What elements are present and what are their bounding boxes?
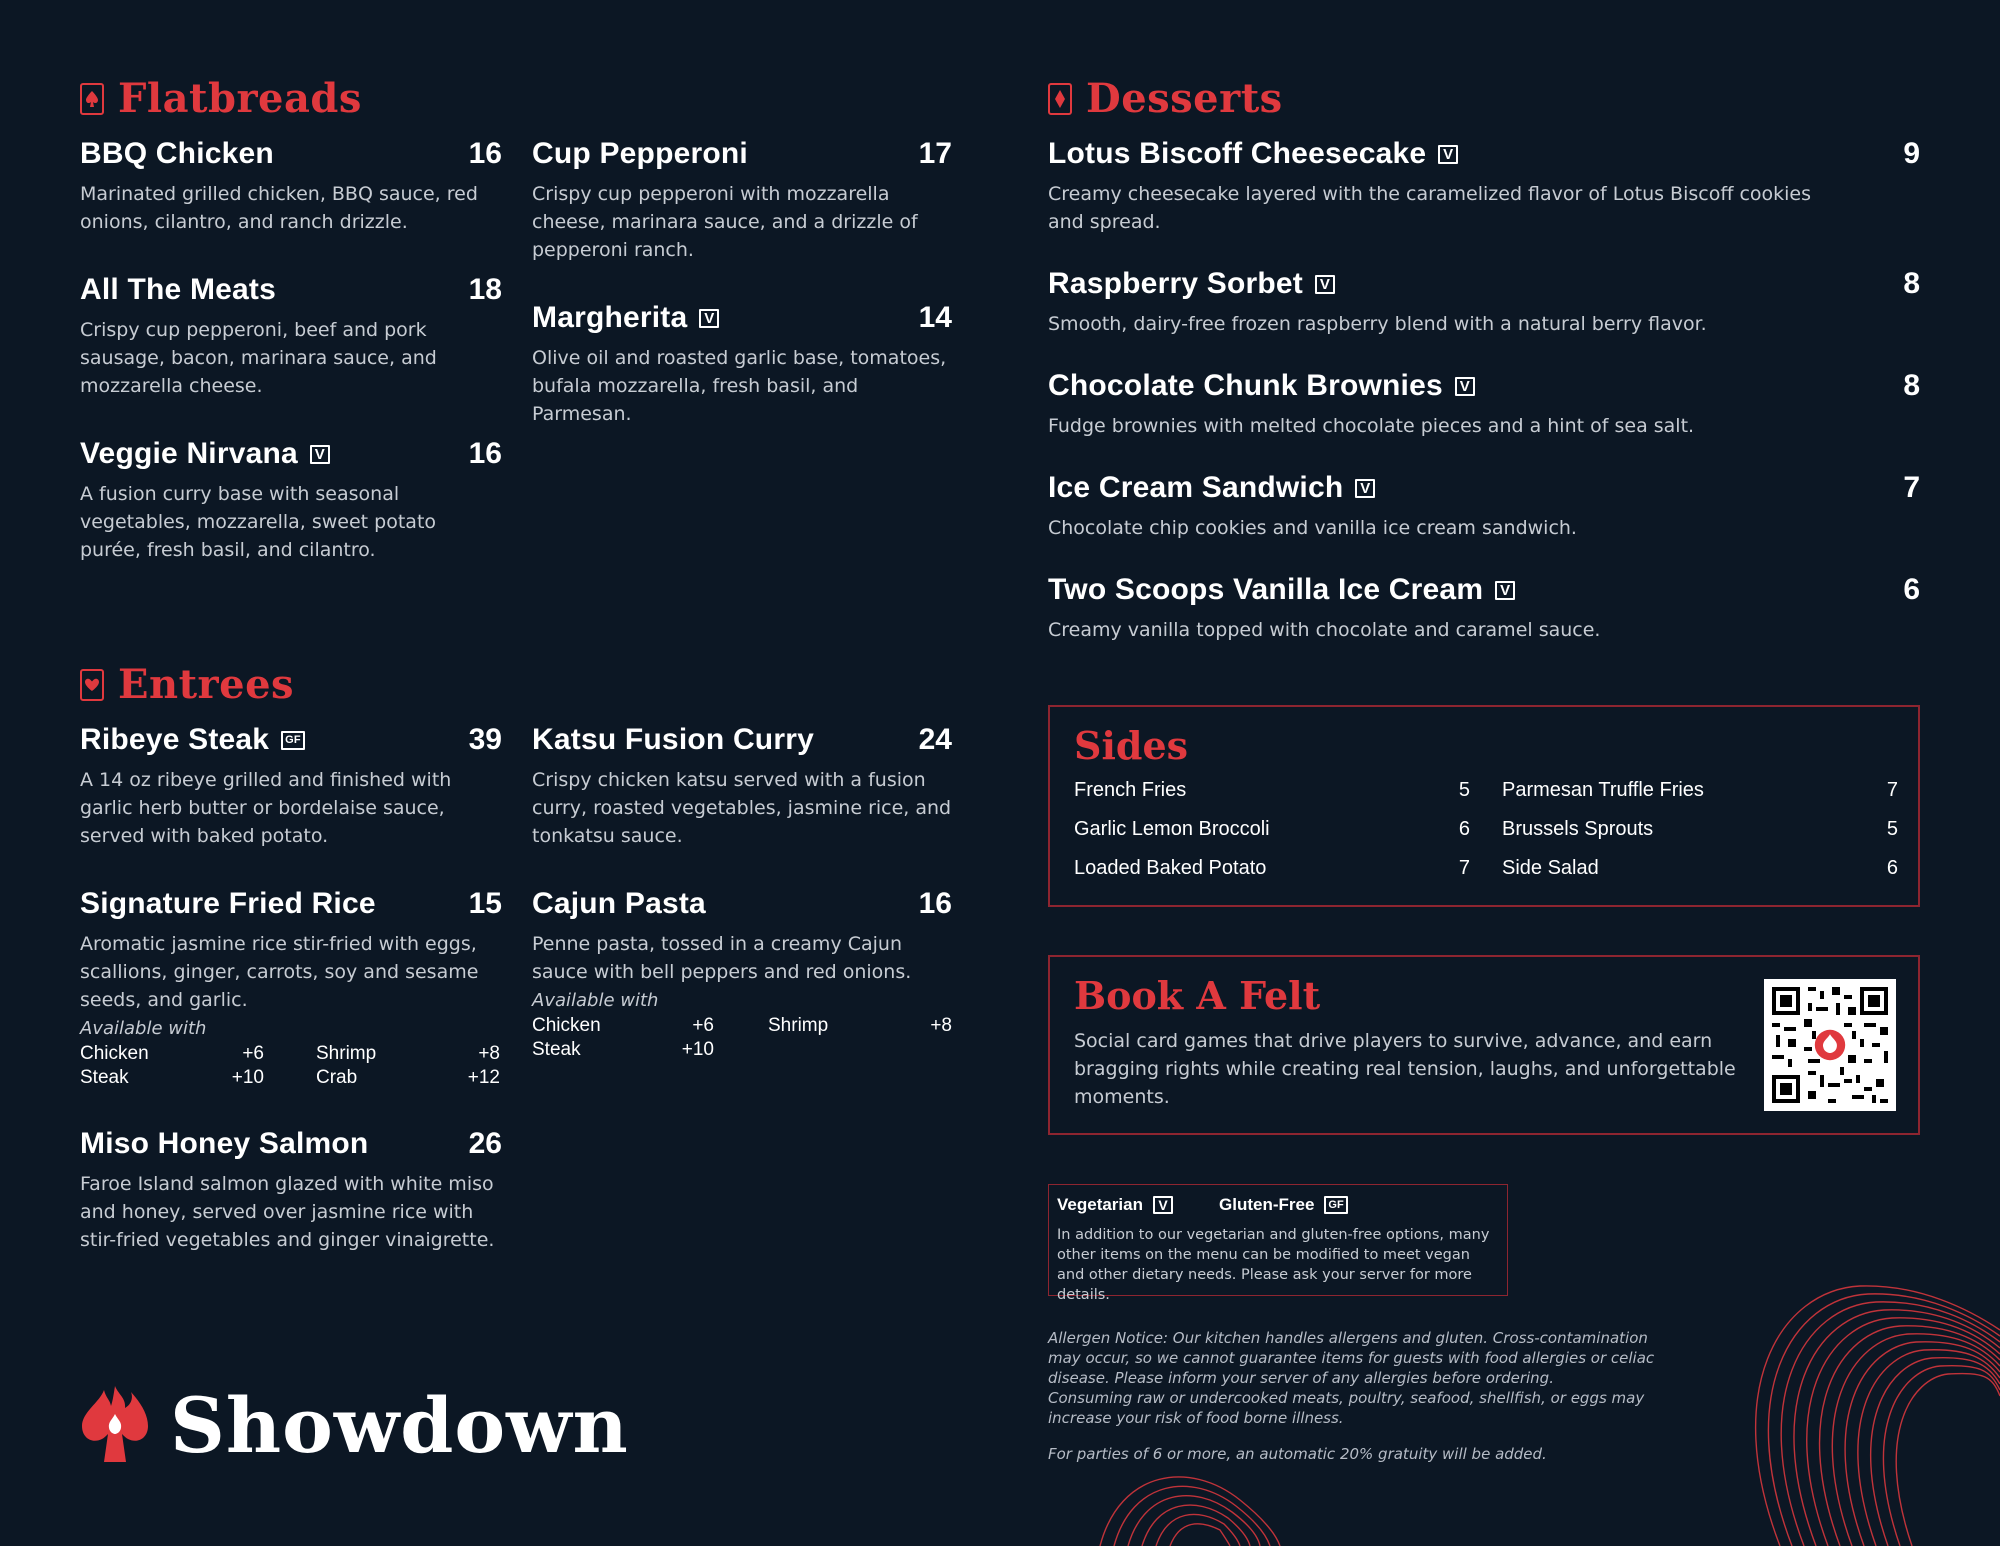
item-name: Cajun Pasta xyxy=(532,887,706,920)
flaming-spade-icon xyxy=(80,1384,150,1466)
vegetarian-badge: V xyxy=(1438,145,1458,164)
menu-item xyxy=(1048,262,1920,338)
entrees-title: Entrees xyxy=(118,661,295,708)
item-name: All The Meats xyxy=(80,273,276,306)
item-name: Signature Fried Rice xyxy=(80,887,376,920)
menu-item xyxy=(1048,568,1920,644)
option-price: +10 xyxy=(681,1039,714,1060)
side-name: Brussels Sprouts xyxy=(1502,818,1654,840)
raw-food-notice: Consuming raw or undercooked meats, poultry, seafood, shellfish, or eggs may increase your risk of food borne illness. xyxy=(1048,1389,1645,1427)
menu-item xyxy=(80,268,532,400)
menu-item xyxy=(1048,364,1920,440)
vegetarian-badge: V xyxy=(1355,479,1375,498)
menu-item xyxy=(532,718,952,850)
book-a-felt-description: Social card games that drive players to survive, advance, and earn bragging rights while creating real tension, laughs, and unforgettable moments. xyxy=(1074,1030,1736,1108)
item-price: 18 xyxy=(468,273,502,306)
legend-row xyxy=(1057,1195,1499,1215)
item-name: Ribeye Steak xyxy=(80,723,270,756)
entrees-header xyxy=(80,660,952,710)
item-price: 15 xyxy=(468,887,502,920)
item-name: Miso Honey Salmon xyxy=(80,1127,369,1160)
side-item xyxy=(1502,771,1898,810)
entrees-section xyxy=(80,660,952,1286)
item-description: Marinated grilled chicken, BBQ sauce, red onions, cilantro, and ranch drizzle. xyxy=(80,183,478,233)
desserts-header xyxy=(1048,74,1920,124)
side-price: 6 xyxy=(1458,818,1470,840)
dietary-note: In addition to our vegetarian and gluten-free options, many other items on the menu can be modified to meet vegan and other dietary needs. Please ask your server for more details. xyxy=(1057,1227,1490,1303)
menu-item xyxy=(1048,132,1920,236)
menu-item xyxy=(532,132,952,264)
menu-item xyxy=(80,882,532,1090)
side-price: 7 xyxy=(1458,857,1470,879)
side-name: Side Salad xyxy=(1502,857,1599,879)
item-description: Creamy vanilla topped with chocolate and caramel sauce. xyxy=(1048,619,1601,641)
option-price: +8 xyxy=(930,1015,952,1036)
item-description: Smooth, dairy-free frozen raspberry blend with a natural berry flavor. xyxy=(1048,313,1707,335)
side-name: Parmesan Truffle Fries xyxy=(1502,779,1704,801)
item-price: 16 xyxy=(918,887,952,920)
item-description: Chocolate chip cookies and vanilla ice cream sandwich. xyxy=(1048,517,1577,539)
item-price: 39 xyxy=(468,723,502,756)
vegetarian-badge: V xyxy=(1455,377,1475,396)
flatbreads-section xyxy=(80,74,952,596)
item-price: 8 xyxy=(1903,369,1920,402)
vegetarian-badge: V xyxy=(310,445,330,464)
option-name: Steak xyxy=(80,1067,129,1088)
vegetarian-label: Vegetarian xyxy=(1057,1195,1143,1214)
item-description: Crispy cup pepperoni, beef and pork sausage, bacon, marinara sauce, and mozzarella cheese. xyxy=(80,319,437,397)
item-description: Crispy chicken katsu served with a fusion curry, roasted vegetables, jasmine rice, and tonkatsu sauce. xyxy=(532,769,952,847)
item-description: Olive oil and roasted garlic base, tomatoes, bufala mozzarella, fresh basil, and Parmesan. xyxy=(532,347,947,425)
item-name: Raspberry Sorbet xyxy=(1048,267,1303,300)
item-price: 17 xyxy=(918,137,952,170)
gratuity-notice: For parties of 6 or more, an automatic 20% gratuity will be added. xyxy=(1048,1445,1547,1463)
desserts-title: Desserts xyxy=(1086,75,1283,122)
item-price: 9 xyxy=(1903,137,1920,170)
menu-item xyxy=(80,432,532,564)
book-a-felt-box xyxy=(1048,955,1920,1135)
menu-item xyxy=(532,296,952,428)
item-name: Chocolate Chunk Brownies xyxy=(1048,369,1443,402)
book-a-felt-title: Book A Felt xyxy=(1074,973,1321,1018)
item-description: Aromatic jasmine rice stir-fried with eggs, scallions, ginger, carrots, soy and sesame seeds, and garlic. xyxy=(80,933,479,1011)
item-description: A 14 oz ribeye grilled and finished with garlic herb butter or bordelaise sauce, served with baked potato. xyxy=(80,769,452,847)
vegetarian-badge: V xyxy=(699,309,719,328)
item-price: 6 xyxy=(1903,573,1920,606)
item-description: Faroe Island salmon glazed with white miso and honey, served over jasmine rice with stir-fried vegetables and ginger vinaigrette. xyxy=(80,1173,495,1251)
item-description: A fusion curry base with seasonal vegetables, mozzarella, sweet potato purée, fresh basil, and cilantro. xyxy=(80,483,437,561)
item-name: Veggie Nirvana xyxy=(80,437,298,470)
item-price: 24 xyxy=(918,723,952,756)
gluten-free-badge: GF xyxy=(1324,1196,1347,1214)
flatbreads-title: Flatbreads xyxy=(118,75,362,122)
vegetarian-badge: V xyxy=(1153,1196,1173,1214)
available-with-label: Available with xyxy=(80,1018,207,1039)
gluten-free-label: Gluten-Free xyxy=(1219,1195,1315,1214)
item-name: BBQ Chicken xyxy=(80,137,274,170)
side-item xyxy=(1074,771,1470,810)
menu-item xyxy=(80,718,532,850)
side-name: French Fries xyxy=(1074,779,1187,801)
sides-title: Sides xyxy=(1074,723,1189,768)
heart-icon xyxy=(80,669,104,701)
side-name: Garlic Lemon Broccoli xyxy=(1074,818,1270,840)
side-price: 5 xyxy=(1458,779,1470,801)
sides-box xyxy=(1048,705,1920,907)
menu-item xyxy=(80,132,532,236)
item-price: 7 xyxy=(1903,471,1920,504)
gluten-free-badge: GF xyxy=(281,731,305,750)
option-name: Shrimp xyxy=(768,1015,829,1036)
add-on-options xyxy=(532,988,952,1062)
item-price: 26 xyxy=(468,1127,502,1160)
add-on-options xyxy=(80,1016,532,1090)
option-name: Crab xyxy=(316,1067,358,1088)
option-name: Shrimp xyxy=(316,1043,377,1064)
side-price: 7 xyxy=(1886,779,1898,801)
option-price: +8 xyxy=(478,1043,500,1064)
menu-item xyxy=(80,1122,532,1254)
item-name: Lotus Biscoff Cheesecake xyxy=(1048,137,1427,170)
side-item xyxy=(1502,810,1898,849)
allergen-notice: Allergen Notice: Our kitchen handles allergens and gluten. Cross-contamination may occur, so we cannot guarantee items for guests with food allergies or celiac disease. Please inform your server of any allergies before ordering. xyxy=(1048,1329,1655,1387)
item-name: Ice Cream Sandwich xyxy=(1048,471,1344,504)
menu-item xyxy=(532,882,952,1062)
item-description: Penne pasta, tossed in a creamy Cajun sauce with bell peppers and red onions. xyxy=(532,933,912,983)
item-name: Margherita xyxy=(532,301,688,334)
item-name: Katsu Fusion Curry xyxy=(532,723,814,756)
side-name: Loaded Baked Potato xyxy=(1074,857,1267,879)
item-price: 16 xyxy=(468,137,502,170)
diamond-icon xyxy=(1048,83,1072,115)
item-price: 16 xyxy=(468,437,502,470)
available-with-label: Available with xyxy=(532,990,659,1011)
side-price: 6 xyxy=(1886,857,1898,879)
menu-item xyxy=(1048,466,1920,542)
side-item xyxy=(1074,810,1470,849)
option-price: +12 xyxy=(467,1067,500,1088)
option-name: Chicken xyxy=(532,1015,601,1036)
brand-logo xyxy=(80,1380,629,1470)
option-price: +6 xyxy=(692,1015,714,1036)
side-price: 5 xyxy=(1886,818,1898,840)
item-price: 14 xyxy=(918,301,952,334)
option-price: +6 xyxy=(242,1043,264,1064)
item-name: Cup Pepperoni xyxy=(532,137,748,170)
brand-name: Showdown xyxy=(170,1380,629,1470)
item-description: Creamy cheesecake layered with the caramelized flavor of Lotus Biscoff cookies and spread. xyxy=(1048,183,1812,233)
side-item xyxy=(1502,849,1898,888)
vegetarian-badge: V xyxy=(1315,275,1335,294)
side-item xyxy=(1074,849,1470,888)
spade-icon xyxy=(80,83,104,115)
desserts-section xyxy=(1048,74,1920,670)
option-name: Steak xyxy=(532,1039,581,1060)
item-description: Crispy cup pepperoni with mozzarella cheese, marinara sauce, and a drizzle of pepperoni ranch. xyxy=(532,183,918,261)
qr-code[interactable] xyxy=(1764,979,1896,1111)
item-name: Two Scoops Vanilla Ice Cream xyxy=(1048,573,1484,606)
item-description: Fudge brownies with melted chocolate pieces and a hint of sea salt. xyxy=(1048,415,1695,437)
vegetarian-badge: V xyxy=(1495,581,1515,600)
decorative-curves xyxy=(1080,1270,2000,1546)
option-name: Chicken xyxy=(80,1043,149,1064)
flatbreads-header xyxy=(80,74,952,124)
option-price: +10 xyxy=(231,1067,264,1088)
item-price: 8 xyxy=(1903,267,1920,300)
